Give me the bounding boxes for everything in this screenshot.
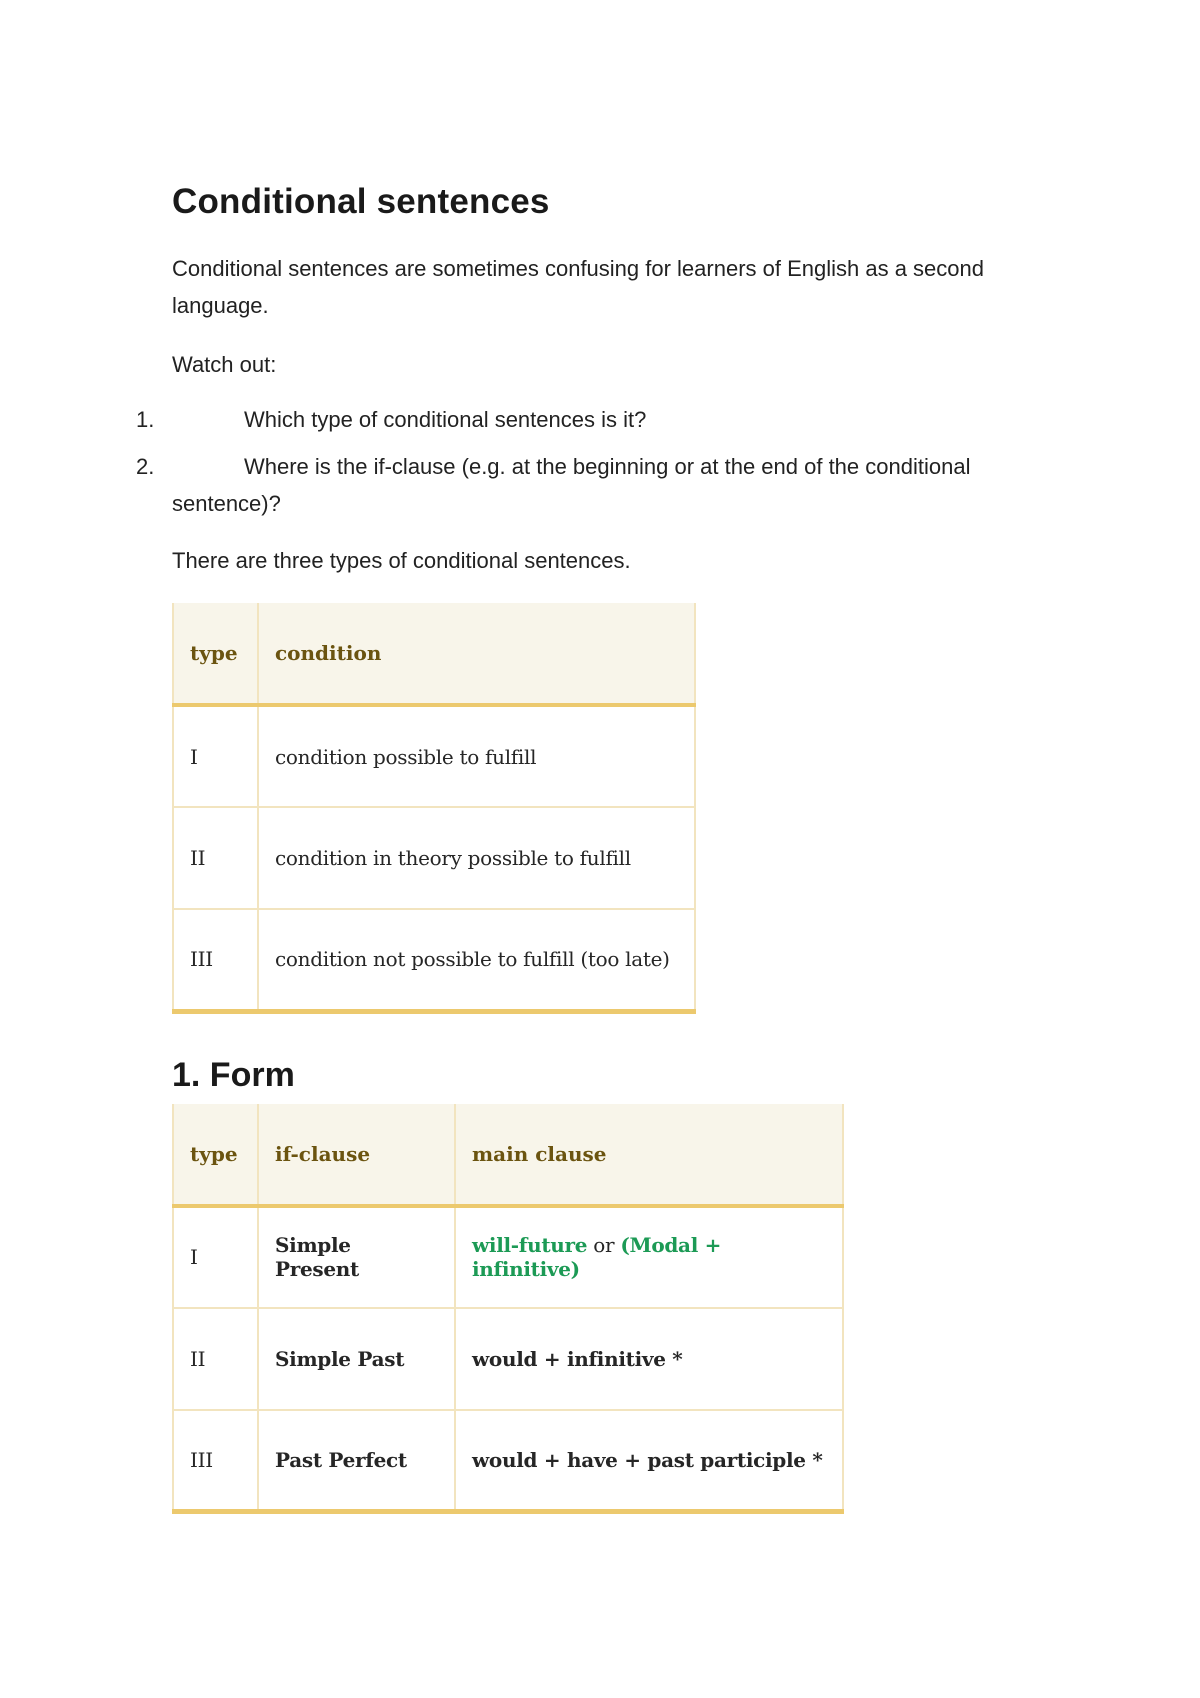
cell-main-clause: would + infinitive * bbox=[455, 1308, 843, 1410]
cell-condition: condition not possible to fulfill (too late) bbox=[258, 909, 695, 1011]
intro-paragraph: Conditional sentences are sometimes confusing for learners of English as a second language. bbox=[172, 256, 985, 318]
three-types-paragraph: There are three types of conditional sentences. bbox=[172, 548, 631, 573]
table-row bbox=[173, 1410, 843, 1512]
header-main-clause: main clause bbox=[455, 1104, 843, 1206]
cell-if-clause: Past Perfect bbox=[258, 1410, 455, 1512]
list-item bbox=[136, 401, 1032, 438]
cell-type: II bbox=[173, 1308, 258, 1410]
cell-condition: condition possible to fulfill bbox=[258, 705, 695, 807]
header-if-clause: if-clause bbox=[258, 1104, 455, 1206]
document-title: Conditional sentences bbox=[172, 182, 550, 221]
table-row bbox=[173, 909, 695, 1011]
list-item-number: 1. bbox=[136, 407, 155, 432]
cell-type: III bbox=[173, 1410, 258, 1512]
table-header-row bbox=[173, 603, 695, 705]
table-row bbox=[173, 1308, 843, 1410]
cell-main-clause: would + have + past participle * bbox=[455, 1410, 843, 1512]
cell-if-clause: Simple Present bbox=[258, 1206, 455, 1308]
table-row bbox=[173, 1206, 843, 1308]
list-item bbox=[136, 448, 1032, 522]
cell-condition: condition in theory possible to fulfill bbox=[258, 807, 695, 909]
form-table bbox=[172, 1104, 844, 1515]
main-clause-modal: (Modal + infinitive) bbox=[472, 1233, 722, 1281]
cell-main-clause bbox=[455, 1206, 843, 1308]
cell-type: I bbox=[173, 1206, 258, 1308]
main-clause-will-future: will-future bbox=[472, 1233, 588, 1257]
document-page bbox=[136, 178, 1032, 1514]
cell-if-clause: Simple Past bbox=[258, 1308, 455, 1410]
table-row bbox=[173, 705, 695, 807]
table-row bbox=[173, 807, 695, 909]
list-item-number: 2. bbox=[136, 454, 155, 479]
condition-types-table bbox=[172, 603, 696, 1014]
list-item-text: Where is the if-clause (e.g. at the beginning or at the end of the conditional sentence)? bbox=[172, 454, 971, 516]
list-item-text: Which type of conditional sentences is it? bbox=[244, 407, 647, 432]
header-condition: condition bbox=[258, 603, 695, 705]
header-type: type bbox=[173, 603, 258, 705]
cell-type: I bbox=[173, 705, 258, 807]
watch-out-paragraph: Watch out: bbox=[172, 352, 277, 377]
cell-type: III bbox=[173, 909, 258, 1011]
header-type: type bbox=[173, 1104, 258, 1206]
main-clause-or: or bbox=[587, 1233, 621, 1257]
table-header-row bbox=[173, 1104, 843, 1206]
form-section-title: 1. Form bbox=[172, 1055, 295, 1094]
watch-out-list bbox=[136, 401, 1032, 522]
cell-type: II bbox=[173, 807, 258, 909]
